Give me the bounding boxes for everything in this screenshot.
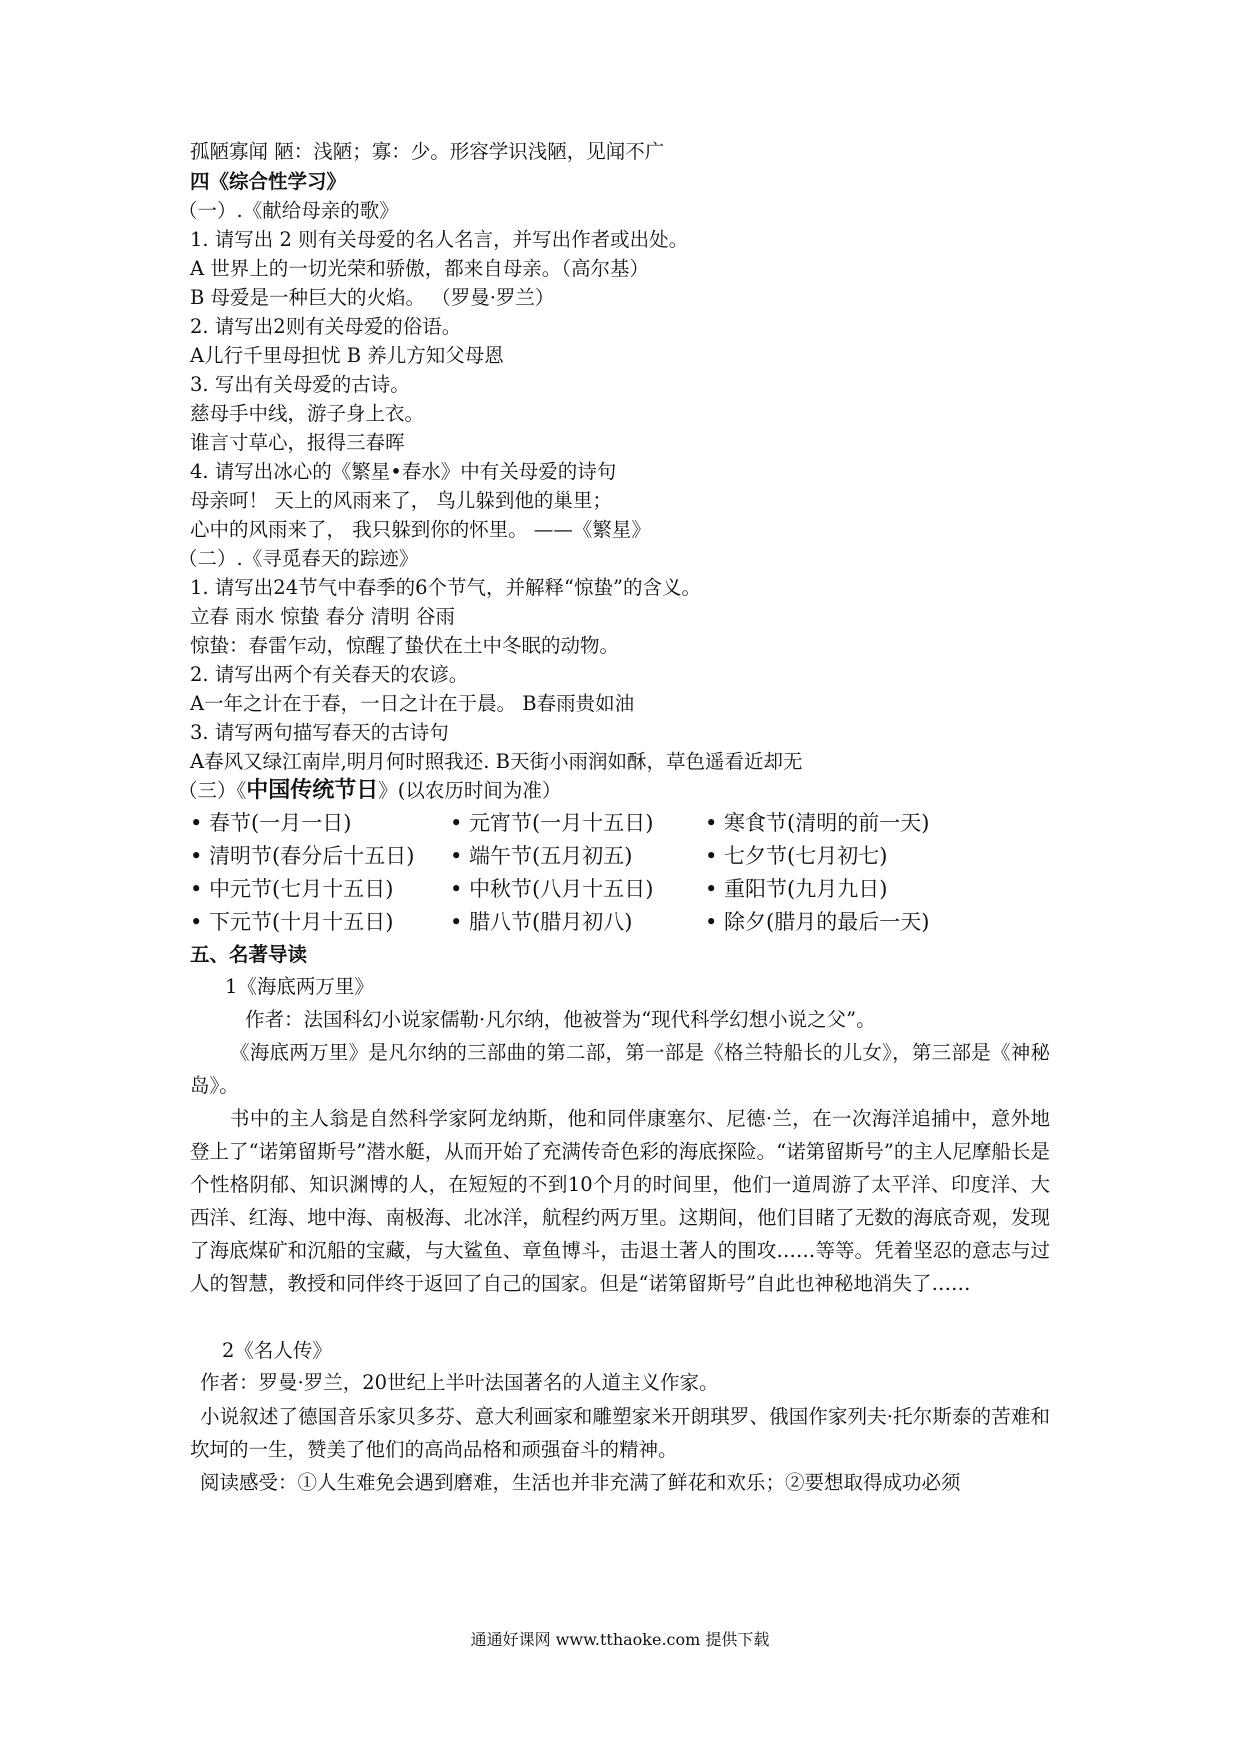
poem-line-2: 谁言寸草心，报得三春晖 bbox=[190, 431, 405, 454]
subsection-3-title bbox=[178, 776, 561, 806]
book-1-trilogy: 《海底两万里》是凡尔纳的三部曲的第二部，第一部是《格兰特船长的儿女》，第三部是《神秘岛》。 bbox=[190, 1041, 1050, 1097]
festival-item: • 除夕(腊月的最后一天) bbox=[705, 910, 930, 934]
subsection-3-suffix: 》(以农历时间为准） bbox=[378, 779, 562, 802]
answer-2: A儿行千里母担忧 B 养儿方知父母恩 bbox=[190, 344, 504, 367]
question-2: 2. 请写出2则有关母爱的俗语。 bbox=[190, 315, 462, 338]
poem-line-1: 慈母手中线，游子身上衣。 bbox=[190, 402, 425, 425]
question-1: 1. 请写出 2 则有关母爱的名人名言，并写出作者或出处。 bbox=[190, 228, 689, 251]
festival-item: • 端午节(五月初五) bbox=[450, 844, 633, 868]
question-7: 3. 请写两句描写春天的古诗句 bbox=[190, 721, 449, 744]
festival-item: • 下元节(十月十五日) bbox=[190, 910, 394, 934]
book-1-title: 1《海底两万里》 bbox=[225, 975, 374, 998]
section-heading-5: 五、名著导读 bbox=[190, 943, 308, 966]
subsection-3-prefix: （三）《 bbox=[178, 779, 247, 802]
jingzhe-meaning: 惊蛰：春雷乍动，惊醒了蛰伏在土中冬眠的动物。 bbox=[190, 634, 620, 657]
solar-terms: 立春 雨水 惊蛰 春分 清明 谷雨 bbox=[190, 605, 455, 628]
festival-item: • 元宵节(一月十五日) bbox=[450, 811, 654, 835]
festival-item: • 清明节(春分后十五日) bbox=[190, 844, 415, 868]
festival-item: • 七夕节(七月初七) bbox=[705, 844, 888, 868]
festival-item: • 中秋节(八月十五日) bbox=[450, 877, 654, 901]
subsection-2-title: （二）.《寻觅春天的踪迹》 bbox=[178, 547, 419, 570]
verse-line-1: 母亲呵！ 天上的风雨来了， 鸟儿躲到他的巢里； bbox=[190, 489, 612, 512]
idiom-line: 孤陋寡闻 陋：浅陋；寡：少。形容学识浅陋，见闻不广 bbox=[190, 140, 665, 163]
book-2-reflection: 阅读感受：①人生难免会遇到磨难，生活也并非充满了鲜花和欢乐；②要想取得成功必须 bbox=[200, 1471, 961, 1494]
festival-item: • 寒食节(清明的前一天) bbox=[705, 811, 930, 835]
book-2-author: 作者：罗曼·罗兰，20世纪上半叶法国著名的人道主义作家。 bbox=[200, 1371, 719, 1394]
answer-1b: B 母爱是一种巨大的火焰。 （罗曼·罗兰） bbox=[190, 286, 555, 309]
festival-item: • 中元节(七月十五日) bbox=[190, 877, 394, 901]
book-1-summary: 书中的主人翁是自然科学家阿龙纳斯，他和同伴康塞尔、尼德·兰，在一次海洋追捕中，意外地登上了“诺第留斯号”潜水艇，从而开始了充满传奇色彩的海底探险。“诺第留斯号”的主人尼摩船长是个性格阴郁、知识渊博的人，在短短的不到10个月的时间里，他们一道周游了太平洋、印度洋、大西洋、红海、地中海、南极海、北冰洋，航程约两万里。这期间，他们目睹了无数的海底奇观，发现了海底煤矿和沉船的宝藏，与大鲨鱼、章鱼博斗，击退土著人的围攻……等等。凭着坚忍的意志与过人的智慧，教授和同伴终于返回了自己的国家。但是“诺第留斯号”自此也神秘地消失了…… bbox=[190, 1107, 1050, 1295]
festival-item: • 春节(一月一日) bbox=[190, 811, 352, 835]
book-2-title: 2《名人传》 bbox=[222, 1339, 332, 1362]
question-4: 4. 请写出冰心的《繁星•春水》中有关母爱的诗句 bbox=[190, 460, 617, 483]
page-footer: 通通好课网 www.tthaoke.com 提供下载 bbox=[470, 1630, 770, 1649]
book-1-author: 作者：法国科幻小说家儒勒·凡尔纳，他被誉为“现代科学幻想小说之父”。 bbox=[245, 1008, 876, 1031]
subsection-3-name: 中国传统节日 bbox=[246, 778, 379, 803]
question-3: 3. 写出有关母爱的古诗。 bbox=[190, 373, 410, 396]
spring-poems: A春风又绿江南岸,明月何时照我还. B天街小雨润如酥，草色遥看近却无 bbox=[190, 750, 803, 773]
answer-1a: A 世界上的一切光荣和骄傲，都来自母亲。（高尔基） bbox=[190, 257, 650, 280]
question-5: 1. 请写出24节气中春季的6个节气，并解释“惊蛰”的含义。 bbox=[190, 576, 701, 599]
book-2-summary: 小说叙述了德国音乐家贝多芬、意大利画家和雕塑家米开朗琪罗、俄国作家列夫·托尔斯泰的苦难和坎坷的一生，赞美了他们的高尚品格和顽强奋斗的精神。 bbox=[190, 1405, 1050, 1461]
section-heading-4: 四《综合性学习》 bbox=[190, 170, 347, 193]
question-6: 2. 请写出两个有关春天的农谚。 bbox=[190, 663, 469, 686]
proverbs: A一年之计在于春，一日之计在于晨。 B春雨贵如油 bbox=[190, 692, 635, 715]
festival-item: • 腊八节(腊月初八) bbox=[450, 910, 633, 934]
festival-item: • 重阳节(九月九日) bbox=[705, 877, 888, 901]
subsection-1-title: （一）.《献给母亲的歌》 bbox=[178, 199, 399, 222]
verse-line-2: 心中的风雨来了， 我只躲到你的怀里。 ——《繁星》 bbox=[190, 518, 651, 541]
